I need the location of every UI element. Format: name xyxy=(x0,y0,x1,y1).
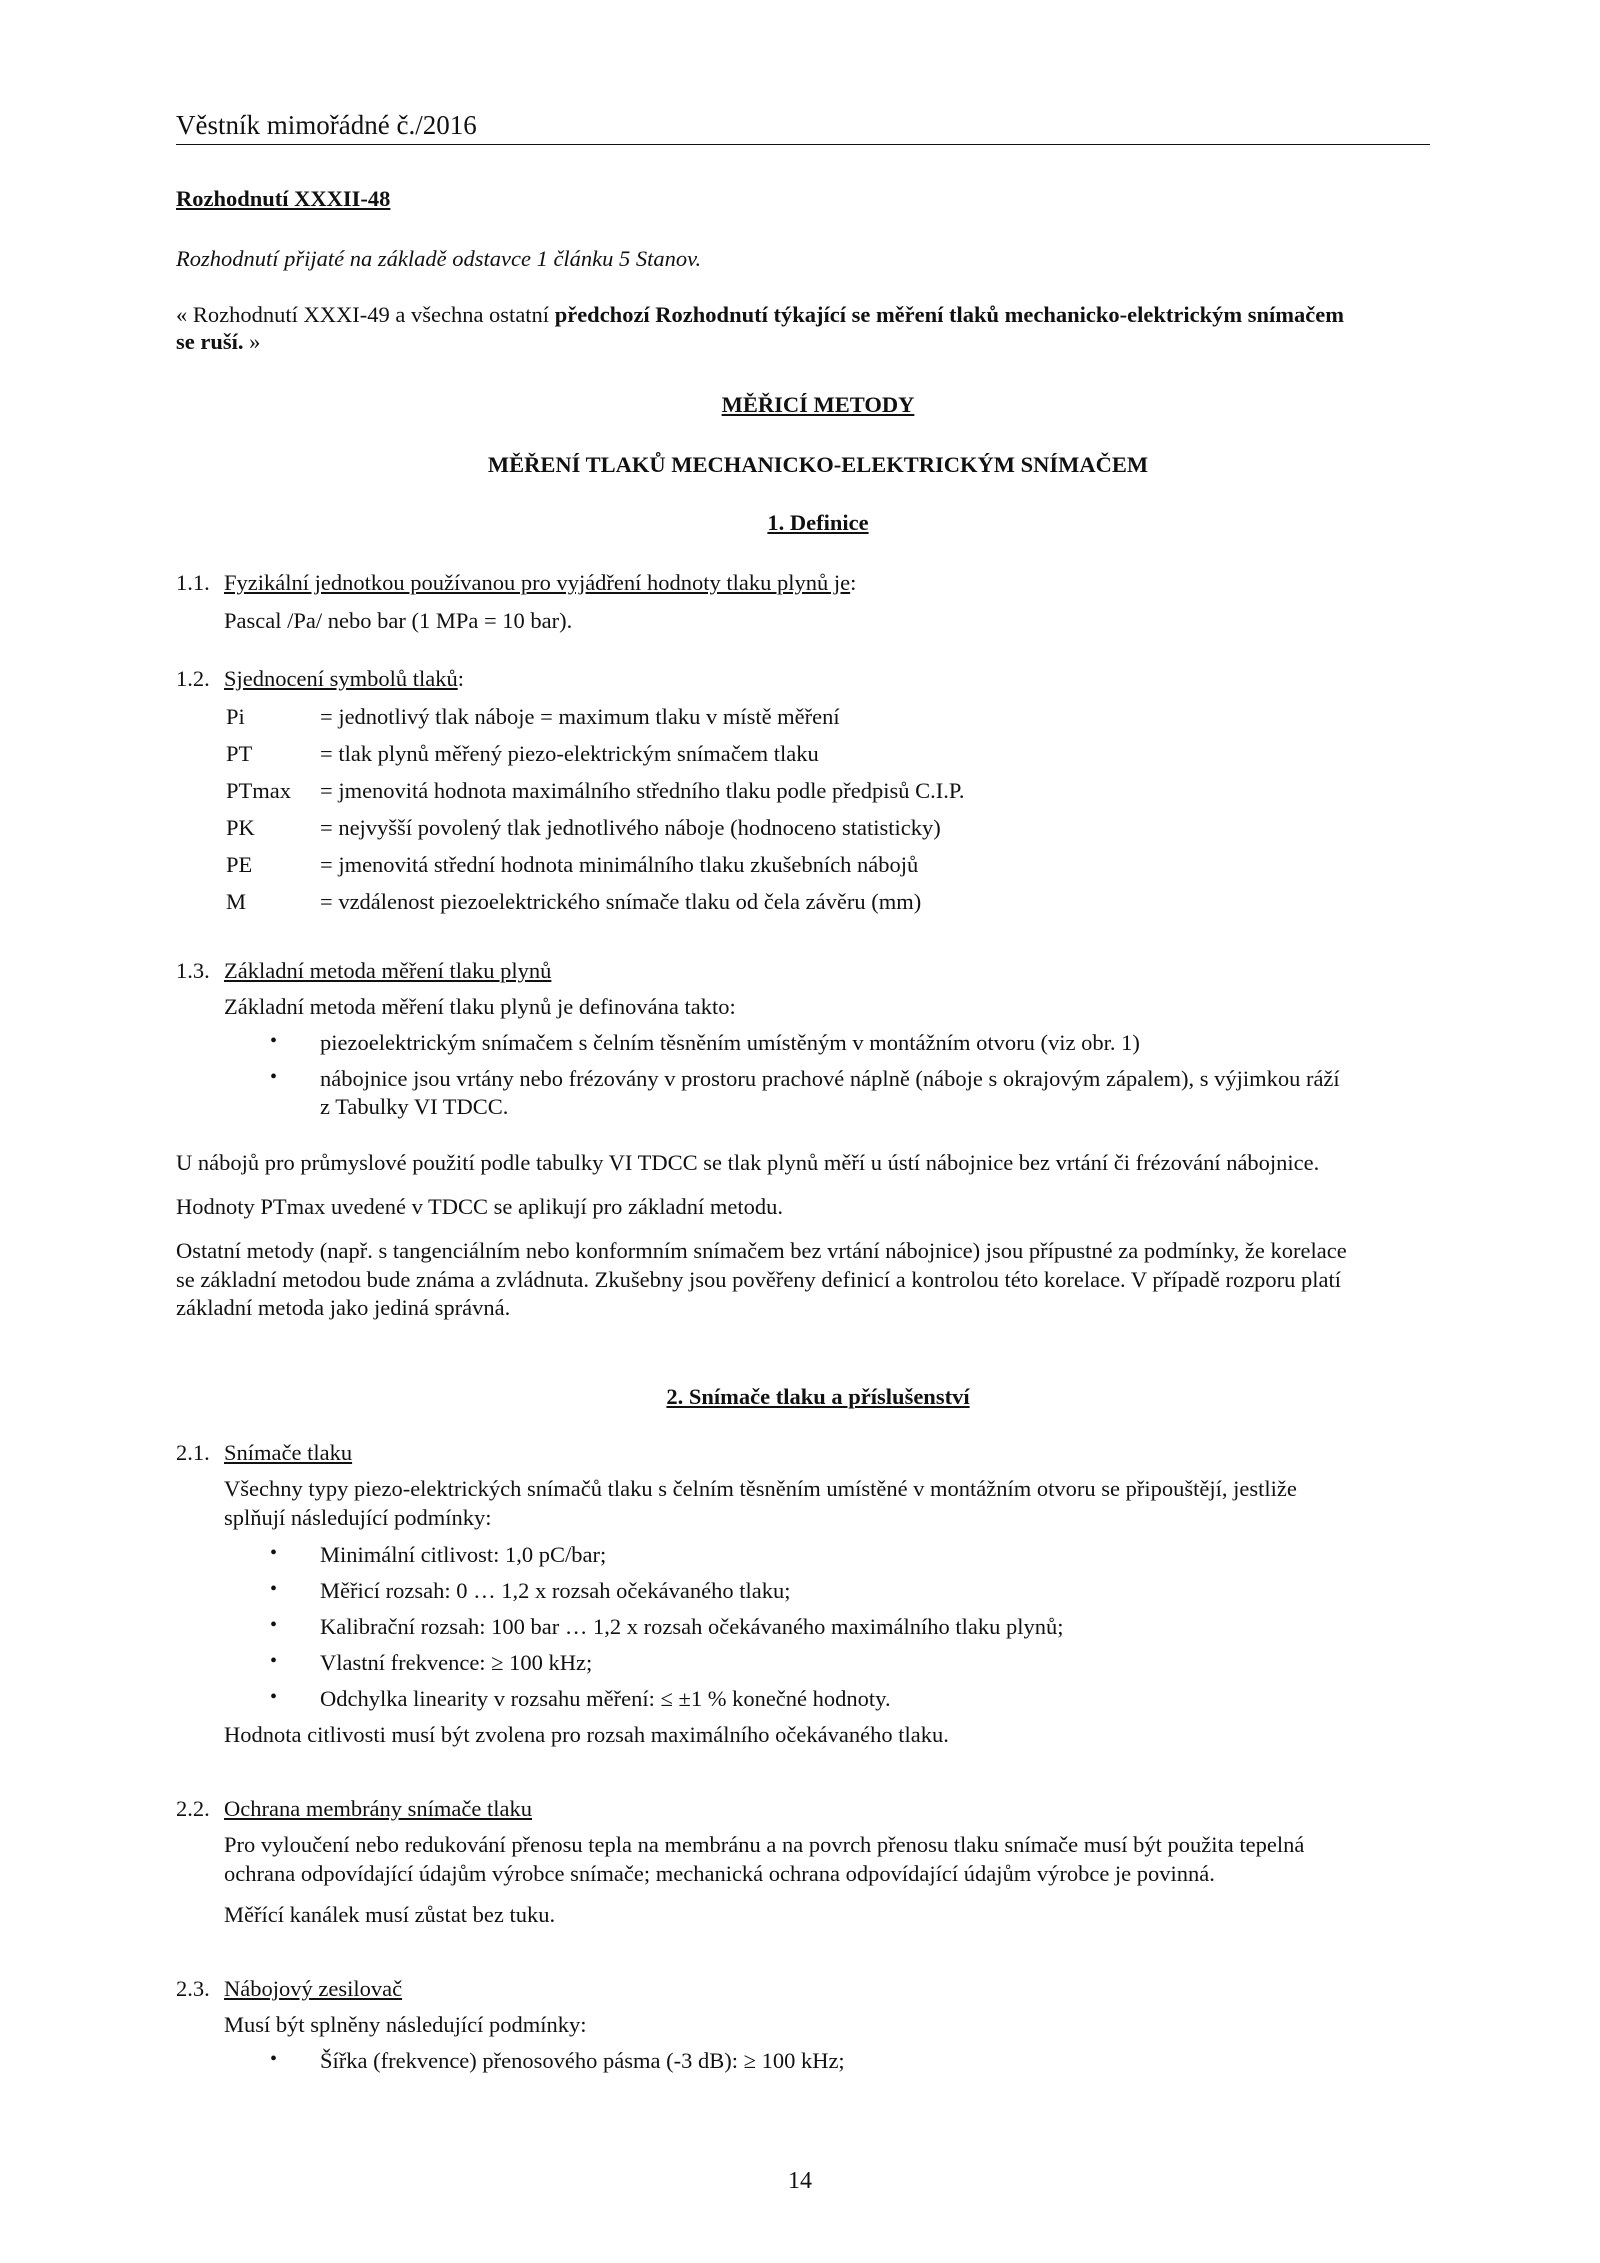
bullet-icon: • xyxy=(270,1650,278,1672)
quote-bold-1: předchozí Rozhodnutí týkající se měření tlaků mechanicko-elektrickým snímačem xyxy=(554,302,1344,327)
symbol-value: = nejvyšší povolený tlak jednotlivého náboje (hodnoceno statisticky) xyxy=(320,815,941,840)
heading-sensors: 2. Snímače tlaku a příslušenství xyxy=(666,1384,970,1409)
section-1-1-number: 1.1. xyxy=(176,570,210,595)
heading-main: MĚŘENÍ TLAKŮ MECHANICKO-ELEKTRICKÝM SNÍMAČEM xyxy=(487,452,1149,477)
paragraph xyxy=(176,1238,1430,1322)
section-1-1-colon: : xyxy=(850,570,857,595)
paragraph: U nábojů pro průmyslové použití podle tabulky VI TDCC se tlak plynů měří u ústí nábojnice bez vrtání či frézování nábojnice. xyxy=(176,1150,1320,1175)
symbol-value: = jmenovitá střední hodnota minimálního tlaku zkušebních nábojů xyxy=(320,852,919,877)
section-2-1-number: 2.1. xyxy=(176,1440,210,1465)
paragraph-line: ochrana odpovídající údajům výrobce snímače; mechanická ochrana odpovídající údajům výrobce je povinná. xyxy=(224,1860,1215,1886)
decision-title: Rozhodnutí XXXII-48 xyxy=(176,186,391,211)
bullet-text: nábojnice jsou vrtány nebo frézovány v prostoru prachové náplně (náboje s okrajovým zápalem), s výjimkou ráží xyxy=(320,1066,1340,1091)
symbol-value: = tlak plynů měřený piezo-elektrickým snímačem tlaku xyxy=(320,741,819,766)
symbol-key: PT xyxy=(226,741,253,766)
section-1-1-title xyxy=(224,570,856,597)
section-2-2-title: Ochrana membrány snímače tlaku xyxy=(224,1796,533,1821)
section-2-1-intro xyxy=(224,1476,1430,1531)
paragraph-line: Ostatní metody (např. s tangenciálním nebo konformním snímačem bez vrtání nábojnice) jsou přípustné za podmínky, že korelace xyxy=(176,1238,1347,1263)
bullet-icon: • xyxy=(270,2048,278,2070)
symbol-key: PTmax xyxy=(226,778,291,803)
decision-quote xyxy=(176,302,1430,355)
symbol-value: = vzdálenost piezoelektrického snímače tlaku od čela závěru (mm) xyxy=(320,889,922,914)
bullet-text-continued: z Tabulky VI TDCC. xyxy=(320,1094,509,1119)
bullet-icon: • xyxy=(270,1614,278,1636)
bullet-icon: • xyxy=(270,1066,278,1088)
page-number: 14 xyxy=(788,2168,812,2194)
section-1-1-title-text: Fyzikální jednotkou používanou pro vyjádření hodnoty tlaku plynů je xyxy=(224,570,851,595)
symbol-key: Pi xyxy=(226,704,245,729)
bullet-text: Minimální citlivost: 1,0 pC/bar; xyxy=(320,1542,607,1567)
bullet-text: Vlastní frekvence: ≥ 100 kHz; xyxy=(320,1650,593,1675)
section-1-2-title xyxy=(224,666,464,693)
paragraph: Hodnoty PTmax uvedené v TDCC se aplikují pro základní metodu. xyxy=(176,1194,783,1219)
section-1-3-intro: Základní metoda měření tlaku plynů je definována takto: xyxy=(224,994,736,1019)
section-2-2-text2: Měřící kanálek musí zůstat bez tuku. xyxy=(224,1902,556,1927)
paragraph-line: se základní metodou bude známa a zvládnuta. Zkušebny jsou pověřeny definicí a kontrolou této korelace. V případě rozporu platí xyxy=(176,1266,1342,1292)
section-1-3-number: 1.3. xyxy=(176,958,210,983)
paragraph-line: Všechny typy piezo-elektrických snímačů tlaku s čelním těsněním umístěné v montážním otvoru se připouštějí, jestliže xyxy=(224,1476,1297,1501)
decision-subtitle: Rozhodnutí přijaté na základě odstavce 1 článku 5 Stanov. xyxy=(176,246,702,271)
header-text: Věstník mimořádné č./2016 xyxy=(176,110,477,140)
section-1-2-colon: : xyxy=(457,666,464,691)
symbol-key: M xyxy=(226,889,247,914)
bullet-icon: • xyxy=(270,1578,278,1600)
paragraph-line: splňují následující podmínky: xyxy=(224,1504,492,1530)
bullet-text: Šířka (frekvence) přenosového pásma (-3 dB): ≥ 100 kHz; xyxy=(320,2048,845,2073)
section-2-1-title: Snímače tlaku xyxy=(224,1440,353,1465)
section-2-2-text xyxy=(224,1832,1430,1887)
bullet-text: Kalibrační rozsah: 100 bar … 1,2 x rozsah očekávaného maximálního tlaku plynů; xyxy=(320,1614,1064,1639)
symbol-key: PE xyxy=(226,852,253,877)
quote-close: » xyxy=(243,328,261,354)
section-2-3-intro: Musí být splněny následující podmínky: xyxy=(224,2012,587,2037)
bullet-icon: • xyxy=(270,1030,278,1052)
symbol-value: = jednotlivý tlak náboje = maximum tlaku v místě měření xyxy=(320,704,840,729)
bullet-text: Měřicí rozsah: 0 … 1,2 x rozsah očekávaného tlaku; xyxy=(320,1578,791,1603)
bullet-icon: • xyxy=(270,1686,278,1708)
quote-bold-2: se ruší. xyxy=(176,328,244,354)
page-header xyxy=(176,110,1430,145)
section-1-3-title: Základní metoda měření tlaku plynů xyxy=(224,958,552,983)
symbol-key: PK xyxy=(226,815,255,840)
symbol-value: = jmenovitá hodnota maximálního středního tlaku podle předpisů C.I.P. xyxy=(320,778,965,803)
section-1-2-title-text: Sjednocení symbolů tlaků xyxy=(224,666,458,691)
section-1-2-number: 1.2. xyxy=(176,666,210,691)
bullet-text: Odchylka linearity v rozsahu měření: ≤ ±1 % konečné hodnoty. xyxy=(320,1686,891,1711)
paragraph-line: základní metoda jako jediná správná. xyxy=(176,1295,511,1321)
section-2-1-outro: Hodnota citlivosti musí být zvolena pro rozsah maximálního očekávaného tlaku. xyxy=(224,1722,949,1747)
bullet-icon: • xyxy=(270,1542,278,1564)
quote-open: « Rozhodnutí XXXI-49 a všechna ostatní xyxy=(176,302,555,327)
section-1-1-text: Pascal /Pa/ nebo bar (1 MPa = 10 bar). xyxy=(224,608,573,633)
heading-methods: MĚŘICÍ METODY xyxy=(721,392,915,417)
bullet-text: piezoelektrickým snímačem s čelním těsněním umístěným v montážním otvoru (viz obr. 1) xyxy=(320,1030,1140,1055)
section-2-3-number: 2.3. xyxy=(176,1976,210,2001)
section-2-3-title: Nábojový zesilovač xyxy=(224,1976,403,2001)
paragraph-line: Pro vyloučení nebo redukování přenosu tepla na membránu a na povrch přenosu tlaku snímače musí být použita tepelná xyxy=(224,1832,1305,1857)
section-2-2-number: 2.2. xyxy=(176,1796,210,1821)
heading-definitions: 1. Definice xyxy=(767,510,869,535)
